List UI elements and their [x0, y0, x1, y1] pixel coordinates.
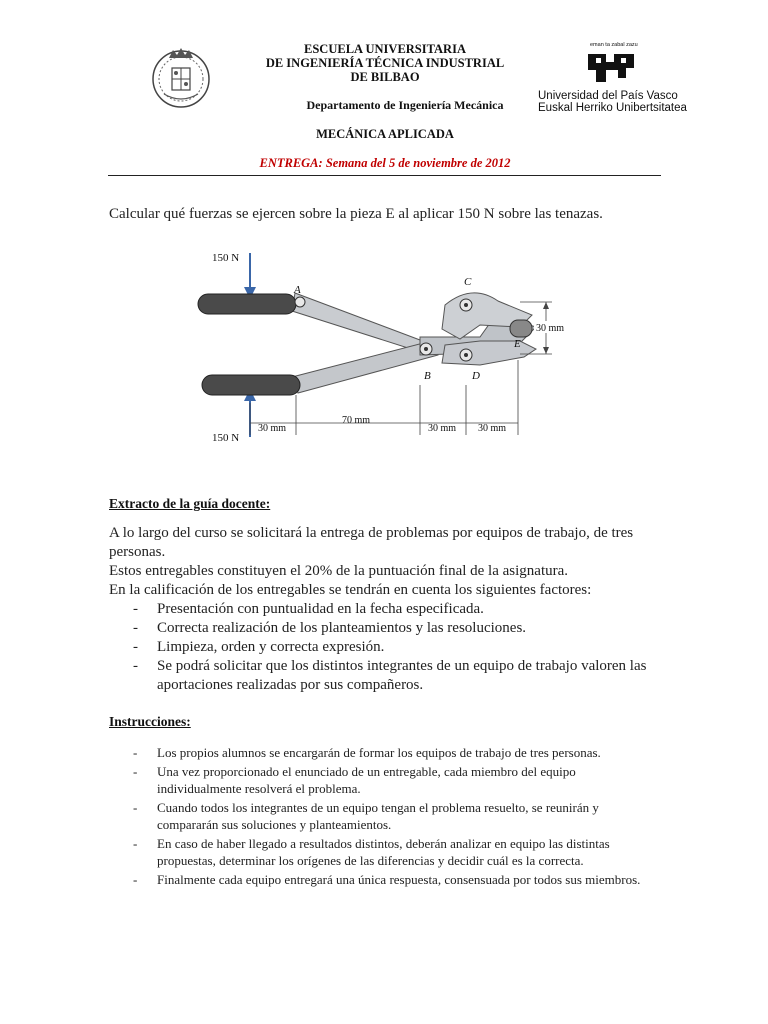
delivery-label: ENTREGA:	[259, 156, 323, 170]
header-divider	[108, 175, 661, 176]
point-c-label: C	[464, 276, 472, 288]
list-item: - Limpieza, orden y correcta expresión.	[109, 638, 669, 657]
guide-para1: A lo largo del curso se solicitará la entrega de problemas por equipos de trabajo, de tres personas.	[109, 525, 634, 560]
instructions-section	[109, 744, 654, 889]
force-bottom-label: 150 N	[212, 432, 240, 444]
guide-para2: Estos entregables constituyen el 20% de la puntuación final de la asignatura.	[109, 563, 569, 579]
logo-tagline: eman ta zabal zazu	[590, 42, 638, 48]
pliers-figure	[180, 245, 565, 450]
logo-name-es: Universidad del País Vasco	[538, 90, 678, 102]
department-name: Departamento de Ingeniería Mecánica	[306, 98, 504, 112]
force-top-label: 150 N	[212, 252, 240, 264]
list-item: - Una vez proporcionado el enunciado de un entregable, cada miembro del equipo individualmente resolverá el problema.	[109, 763, 654, 798]
instructions-title: Instrucciones:	[109, 714, 191, 729]
problem-statement: Calcular qué fuerzas se ejercen sobre la pieza E al aplicar 150 N sobre las tenazas.	[109, 206, 603, 222]
school-seal	[150, 44, 212, 110]
dim-3-label: 30 mm	[428, 423, 457, 434]
dim-4-label: 30 mm	[478, 423, 507, 434]
guide-title: Extracto de la guía docente:	[109, 496, 271, 511]
instructions-list	[109, 744, 654, 888]
logo-name-eu: Euskal Herriko Unibertsitatea	[538, 102, 687, 114]
dim-2-label: 70 mm	[342, 415, 371, 426]
school-name-line3: DE BILBAO	[350, 70, 420, 84]
delivery-line	[200, 156, 570, 171]
list-item: - Se podrá solicitar que los distintos integrantes de un equipo de trabajo valoren las aportaciones realizadas por sus compañeros.	[109, 657, 669, 695]
point-b-label: B	[424, 370, 431, 382]
point-a-label: A	[294, 284, 301, 296]
point-e-label: E	[514, 338, 521, 350]
guide-section	[109, 524, 669, 695]
list-item: - Cuando todos los integrantes de un equipo tengan el problema resuelto, se reunirán y compararán sus soluciones y planteamientos.	[109, 799, 654, 834]
guide-factors-list	[109, 600, 669, 695]
school-name-line1: ESCUELA UNIVERSITARIA	[304, 42, 466, 56]
school-name-line2: DE INGENIERÍA TÉCNICA INDUSTRIAL	[265, 56, 505, 70]
dim-1-label: 30 mm	[258, 423, 287, 434]
list-item: - Los propios alumnos se encargarán de formar los equipos de trabajo de tres personas.	[109, 744, 654, 762]
list-item: - Finalmente cada equipo entregará una única respuesta, consensuada por todos sus miembros.	[109, 871, 654, 889]
delivery-date: Semana del 5 de noviembre de 2012	[325, 156, 511, 170]
list-item: - Presentación con puntualidad en la fecha especificada.	[109, 600, 669, 619]
course-name: MECÁNICA APLICADA	[316, 127, 454, 141]
university-logo	[536, 42, 686, 117]
upv-ehu-symbol-icon	[584, 50, 638, 86]
guide-para3: En la calificación de los entregables se tendrán en cuenta los siguientes factores:	[109, 582, 592, 598]
dim-jaw-label: 30 mm	[536, 323, 565, 334]
point-d-label: D	[472, 370, 480, 382]
list-item: - Correcta realización de los planteamientos y las resoluciones.	[109, 619, 669, 638]
list-item: - En caso de haber llegado a resultados distintos, deberán analizar en equipo las distintas propuestas, determinar los orígenes de las diferencias y decidir cuál es la correcta.	[109, 835, 654, 870]
